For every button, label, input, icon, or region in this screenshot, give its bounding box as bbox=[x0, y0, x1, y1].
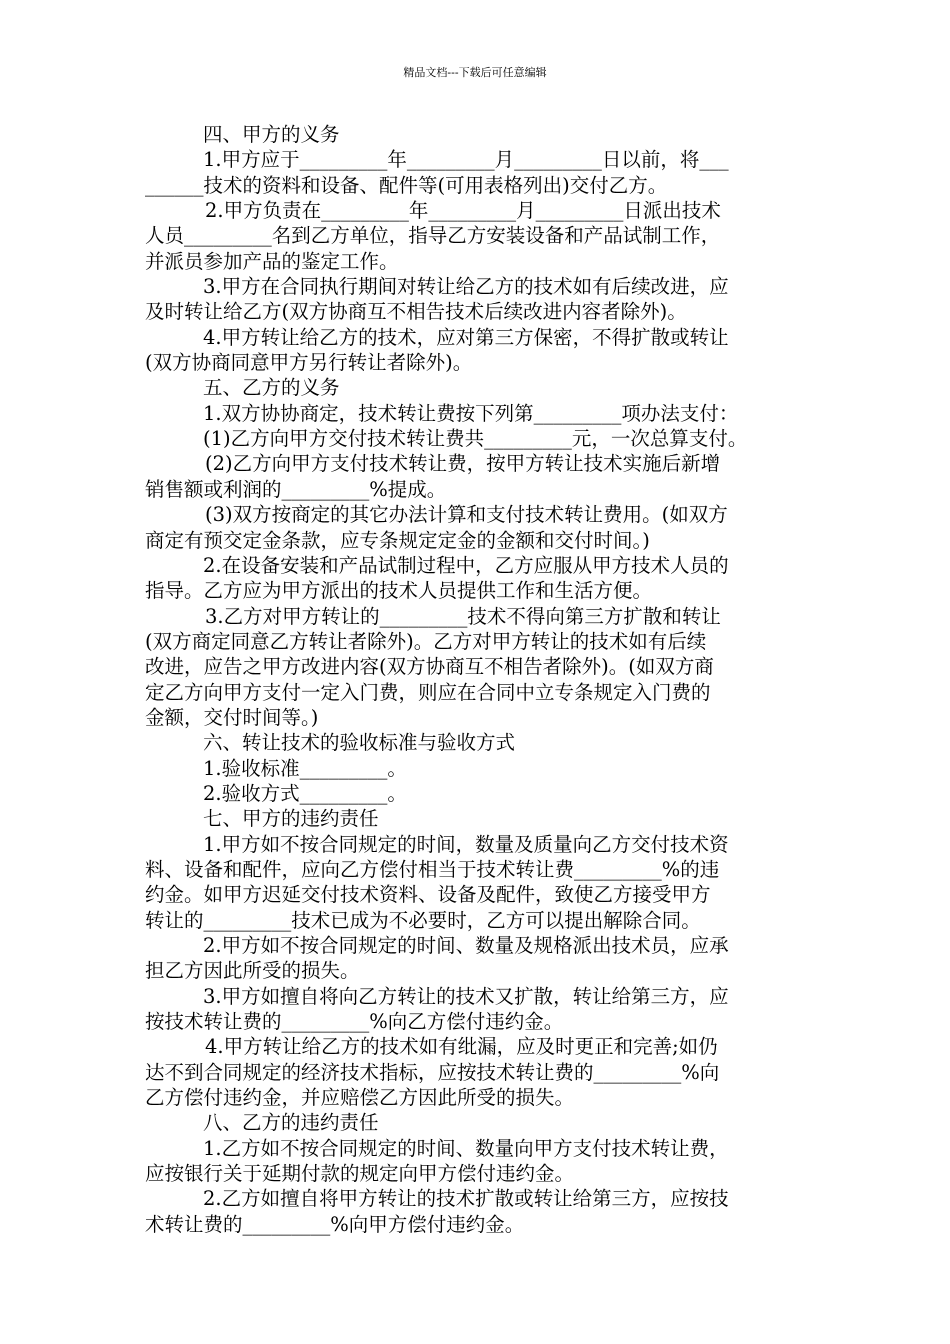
text-line: (1)乙方向甲方交付技术转让费共_________元，一次总算支付。 bbox=[203, 427, 748, 451]
text-line: 七、甲方的违约责任 bbox=[203, 807, 379, 831]
text-line: 按技术转让费的_________%向乙方偿付违约金。 bbox=[145, 1010, 564, 1034]
text-line: 1.双方协协商定，技术转让费按下列第_________项办法支付： bbox=[203, 401, 739, 425]
text-line: 担乙方因此所受的损失。 bbox=[145, 959, 360, 983]
text-line: 2.乙方如擅自将甲方转让的技术扩散或转让给第三方，应按技 bbox=[203, 1187, 729, 1211]
text-line: 2.验收方式_________。 bbox=[203, 781, 407, 805]
text-line: 约金。如甲方迟延交付技术资料、设备及配件，致使乙方接受甲方 bbox=[145, 883, 711, 907]
text-line: (双方协商同意甲方另行转让者除外)。 bbox=[145, 351, 473, 375]
text-line: 术转让费的_________%向甲方偿付违约金。 bbox=[145, 1212, 525, 1236]
text-line: 改进，应告之甲方改进内容(双方协商互不相告者除外)。(如双方商 bbox=[145, 655, 714, 679]
text-line: 2.在设备安装和产品试制过程中，乙方应服从甲方技术人员的 bbox=[203, 553, 729, 577]
text-line: 3.乙方对甲方转让的_________技术不得向第三方扩散和转让 bbox=[205, 604, 721, 628]
text-line: 2.甲方负责在_________年_________月_________日派出技术 bbox=[205, 199, 721, 223]
text-line: 1.验收标准_________。 bbox=[203, 756, 407, 780]
text-line: ______技术的资料和设备、配件等(可用表格列出)交付乙方。 bbox=[145, 173, 668, 197]
text-line: 转让的_________技术已成为不必要时，乙方可以提出解除合同。 bbox=[145, 908, 701, 932]
text-line: 金额，交付时间等。) bbox=[145, 705, 319, 729]
text-line: 销售额或利润的_________%提成。 bbox=[145, 477, 447, 501]
text-line: (3)双方按商定的其它办法计算和支付技术转让费用。(如双方 bbox=[205, 503, 728, 527]
text-line: 及时转让给乙方(双方协商互不相告技术后续改进内容者除外)。 bbox=[145, 300, 687, 324]
text-line: 四、甲方的义务 bbox=[203, 123, 340, 146]
text-line: 定乙方向甲方支付一定入门费，则应在合同中立专条规定入门费的 bbox=[145, 680, 711, 704]
text-line: 并派员参加产品的鉴定工作。 bbox=[145, 249, 399, 273]
document-body bbox=[145, 122, 815, 1237]
text-line: 1.乙方如不按合同规定的时间、数量向甲方支付技术转让费， bbox=[203, 1136, 729, 1160]
text-line: 五、乙方的义务 bbox=[203, 376, 340, 400]
text-line: 八、乙方的违约责任 bbox=[203, 1111, 379, 1135]
text-line: 3.甲方如擅自将向乙方转让的技术又扩散，转让给第三方，应 bbox=[203, 984, 729, 1008]
text-line: 1.甲方应于_________年_________月_________日以前，将___ bbox=[203, 148, 729, 172]
text-line: (2)乙方向甲方支付技术转让费，按甲方转让技术实施后新增 bbox=[205, 452, 721, 476]
text-line: 料、设备和配件，应向乙方偿付相当于技术转让费_________%的违 bbox=[145, 857, 720, 881]
text-line: 人员_________名到乙方单位，指导乙方安装设备和产品试制工作， bbox=[145, 224, 721, 248]
text-line: 4.甲方转让给乙方的技术，应对第三方保密，不得扩散或转让 bbox=[203, 325, 729, 349]
text-line: 商定有预交定金条款，应专条规定定金的金额和交付时间。) bbox=[145, 528, 650, 552]
text-line: 3.甲方在合同执行期间对转让给乙方的技术如有后续改进，应 bbox=[203, 275, 729, 299]
text-line: 1.甲方如不按合同规定的时间，数量及质量向乙方交付技术资 bbox=[203, 832, 729, 856]
text-line: 应按银行关于延期付款的规定向甲方偿付违约金。 bbox=[145, 1162, 575, 1186]
text-line: 指导。乙方应为甲方派出的技术人员提供工作和生活方便。 bbox=[145, 579, 653, 603]
text-line: 达不到合同规定的经济技术指标，应按技术转让费的_________%向 bbox=[145, 1060, 720, 1084]
text-line: 2.甲方如不按合同规定的时间、数量及规格派出技术员，应承 bbox=[203, 934, 729, 957]
text-line: 4.甲方转让给乙方的技术如有纰漏，应及时更正和完善;如仍 bbox=[205, 1035, 718, 1059]
text-line: 乙方偿付违约金，并应赔偿乙方因此所受的损失。 bbox=[145, 1086, 575, 1110]
text-line: 六、转让技术的验收标准与验收方式 bbox=[203, 731, 516, 755]
text-line: (双方商定同意乙方转让者除外)。乙方对甲方转让的技术如有后续 bbox=[145, 629, 707, 653]
page-header: 精品文档---下载后可任意编辑 bbox=[403, 66, 547, 79]
